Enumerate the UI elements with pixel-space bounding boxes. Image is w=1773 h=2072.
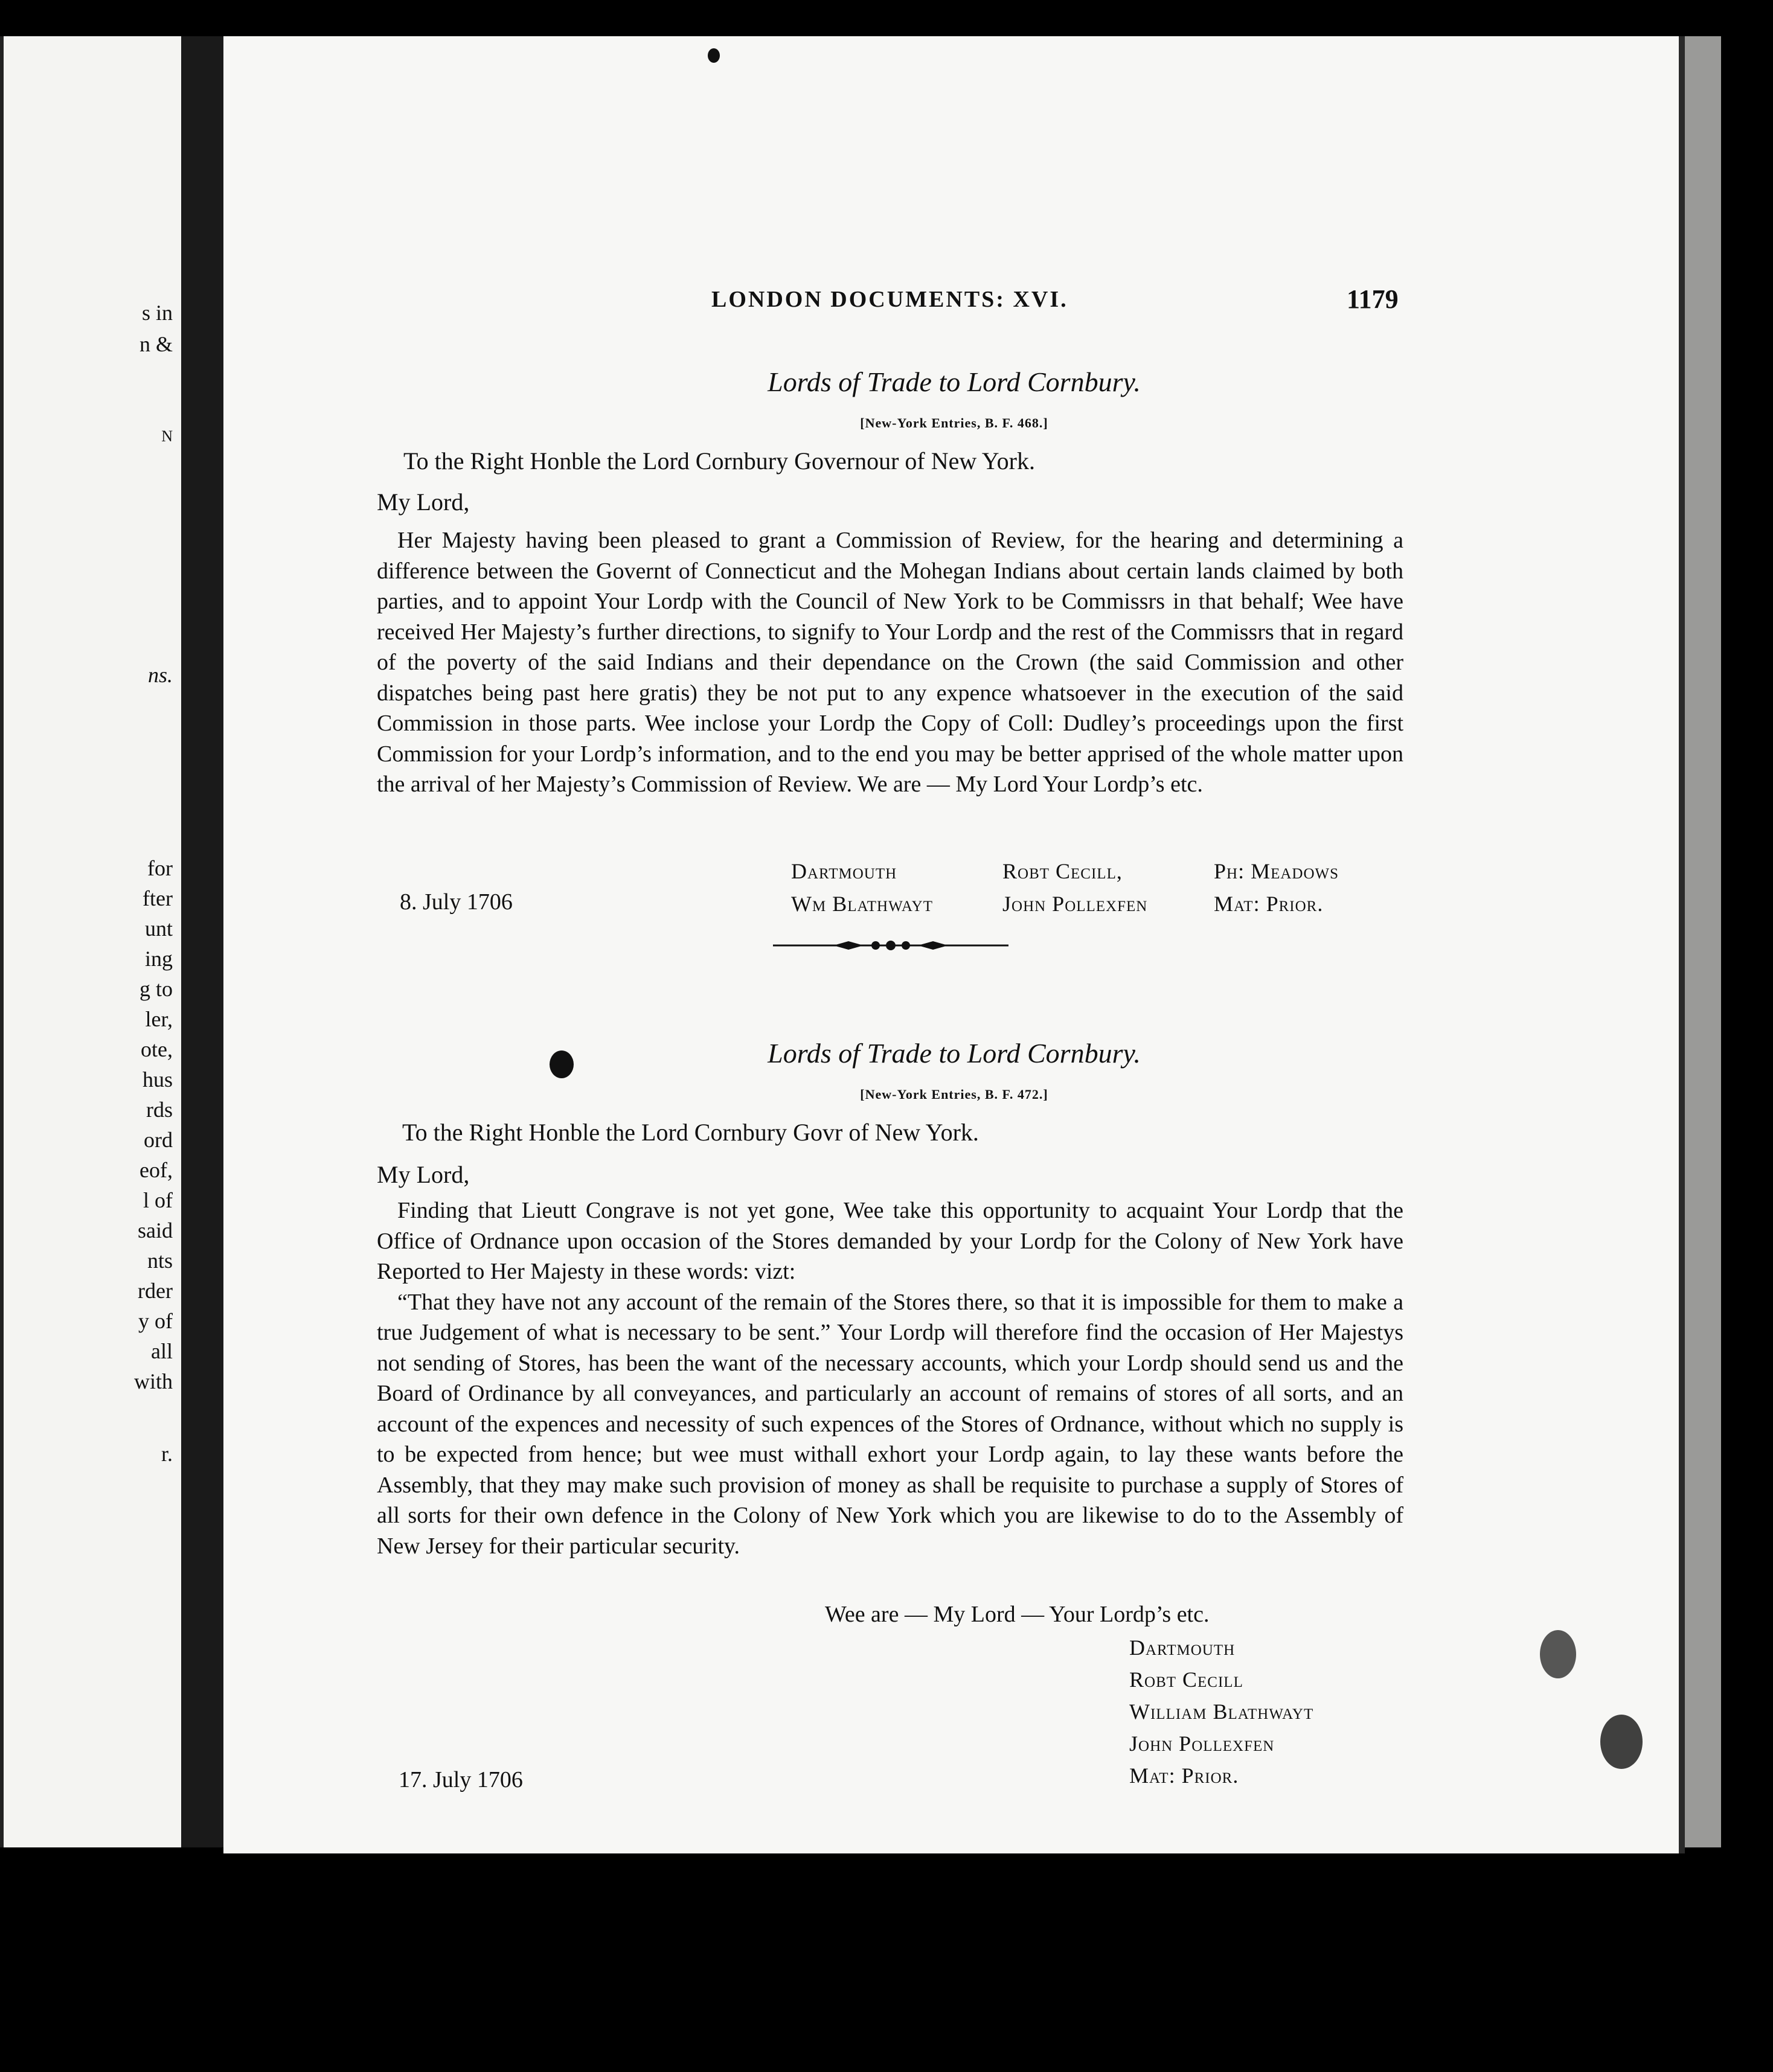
facing-page-fragment: rds <box>146 1098 173 1122</box>
ink-blot <box>1540 1630 1576 1678</box>
facing-page-fragment: unt <box>144 916 173 941</box>
document-body <box>377 525 1403 800</box>
facing-page-fragment: ns. <box>147 663 173 687</box>
document-source: [New-York Entries, B. F. 468.] <box>860 415 1048 430</box>
body-paragraph: Her Majesty having been pleased to grant a Commission of Review, for the hearing and determining a difference between the Governt of Connecticut and the Mohegan Indians about certain lands claimed by both parties, and to appoint Your Lordp with the Council of New York to be Commissrs in that behalf; Wee have received Her Majesty’s further directions, to signify to Your Lordp and the rest of the Commissrs that in regard of the poverty of the said Indians and their dependance on the Crown (the said Commission and other dispatches being past here gratis) they be not put to any expence whatsoever in the execution of the said Commission in those parts. Wee inclose your Lordp the Copy of Coll: Dudley’s proceedings upon the first Commission for your Lordp’s information, and to the end you may be better apprised of the whole matter upon the arrival of her Majesty’s Commission of Review. We are — My Lord Your Lordp’s etc. <box>377 528 1403 797</box>
signatory: Dartmouth <box>791 859 897 883</box>
signatory: John Pollexfen <box>1129 1731 1275 1756</box>
facing-page-fragment: ote, <box>141 1037 173 1061</box>
document-source: [New-York Entries, B. F. 472.] <box>860 1087 1048 1102</box>
facing-page-fragment: fter <box>143 886 173 910</box>
page-edge <box>0 36 4 1847</box>
book-page <box>223 36 1685 1853</box>
signatory: William Blathwayt <box>1129 1699 1314 1724</box>
closing: Wee are — My Lord — Your Lordp’s etc. <box>825 1602 1210 1627</box>
facing-page-fragment: ler, <box>145 1007 173 1031</box>
facing-page-fragment: ord <box>144 1128 173 1152</box>
facing-page-fragment: r. <box>161 1442 173 1466</box>
facing-page-fragment: g to <box>139 977 173 1001</box>
facing-page <box>0 36 181 1847</box>
facing-page-fragment: ing <box>144 947 173 971</box>
facing-page-fragment: for <box>147 856 173 880</box>
signatory: Dartmouth <box>1129 1636 1236 1660</box>
salutation: My Lord, <box>377 1161 470 1188</box>
facing-page-fragment: rder <box>138 1279 173 1303</box>
page-number: 1179 <box>1347 284 1399 314</box>
facing-page-fragment: hus <box>142 1067 173 1092</box>
document-date: 8. July 1706 <box>400 889 513 915</box>
document-title: Lords of Trade to Lord Cornbury. <box>768 1038 1141 1069</box>
scan-border <box>0 1853 1773 2072</box>
signatories <box>1129 1635 1313 1795</box>
facing-page-fragment: y of <box>138 1309 173 1333</box>
body-paragraph: Finding that Lieutt Congrave is not yet gone, Wee take this opportunity to acquaint Your Lordp that the Office of Ordnance upon occasion of the Stores demanded by your Lordp for the Colony of New York have Reported to Her Majesty in these words: vizt: <box>377 1198 1403 1284</box>
ink-blot <box>1600 1715 1643 1769</box>
salutation: My Lord, <box>377 488 470 516</box>
signatory: Mat: Prior. <box>1129 1763 1239 1788</box>
ink-blot <box>708 48 720 63</box>
signatory: Robt Cecill, <box>1002 859 1123 883</box>
signatory: Mat: Prior. <box>1214 892 1324 916</box>
facing-page-fragment: eof, <box>139 1158 173 1182</box>
ornamental-divider <box>773 938 1008 953</box>
page-edge-strip <box>1685 36 1721 1847</box>
document-body <box>377 1195 1403 1561</box>
document-title: Lords of Trade to Lord Cornbury. <box>768 366 1141 397</box>
signatory: Wm Blathwayt <box>791 892 934 916</box>
facing-page-fragment: said <box>138 1218 173 1242</box>
document-address: To the Right Honble the Lord Cornbury Governour of New York. <box>403 447 1035 475</box>
body-paragraph: “That they have not any account of the remain of the Stores there, so that it is impossible for them to make a true Judgement of what is necessary to be sent.” Your Lordp will therefore find the occasion of Her Majestys not sending of Stores, has been the want of the necessary accounts, which your Lordp should send us and the Board of Ordinance by all conveyances, and particularly an account of remains of stores of all sorts, and an account of the expences and necessity of such expences of the Stores of Ordnance, without which no supply is to be expected from hence; but wee must withall exhort your Lordp again, to lay these wants before the Assembly, that they may make such provision of money as shall be requisite to purchase a supply of Stores of all sorts for their own defence in the Colony of New York which you are likewise to do to the Assembly of New Jersey for their particular security. <box>377 1289 1403 1559</box>
running-title: LONDON DOCUMENTS: XVI. <box>711 287 1068 312</box>
facing-page-fragment: l of <box>143 1188 173 1212</box>
facing-page-fragment: n & <box>139 332 173 356</box>
document-date: 17. July 1706 <box>399 1767 523 1792</box>
facing-page-fragment: all <box>151 1339 173 1363</box>
signatory: John Pollexfen <box>1002 892 1148 916</box>
facing-page-fragment: with <box>133 1369 173 1393</box>
document-address: To the Right Honble the Lord Cornbury Govr of New York. <box>402 1119 979 1146</box>
facing-page-fragment: nts <box>147 1249 173 1273</box>
running-head <box>223 286 1685 322</box>
ink-blot <box>550 1050 574 1078</box>
book-gutter <box>181 36 223 1847</box>
signatory: Robt Cecill <box>1129 1668 1243 1692</box>
facing-page-fragment: N <box>161 427 173 445</box>
signatory: Ph: Meadows <box>1214 859 1339 883</box>
facing-page-fragment: s in <box>141 301 173 325</box>
